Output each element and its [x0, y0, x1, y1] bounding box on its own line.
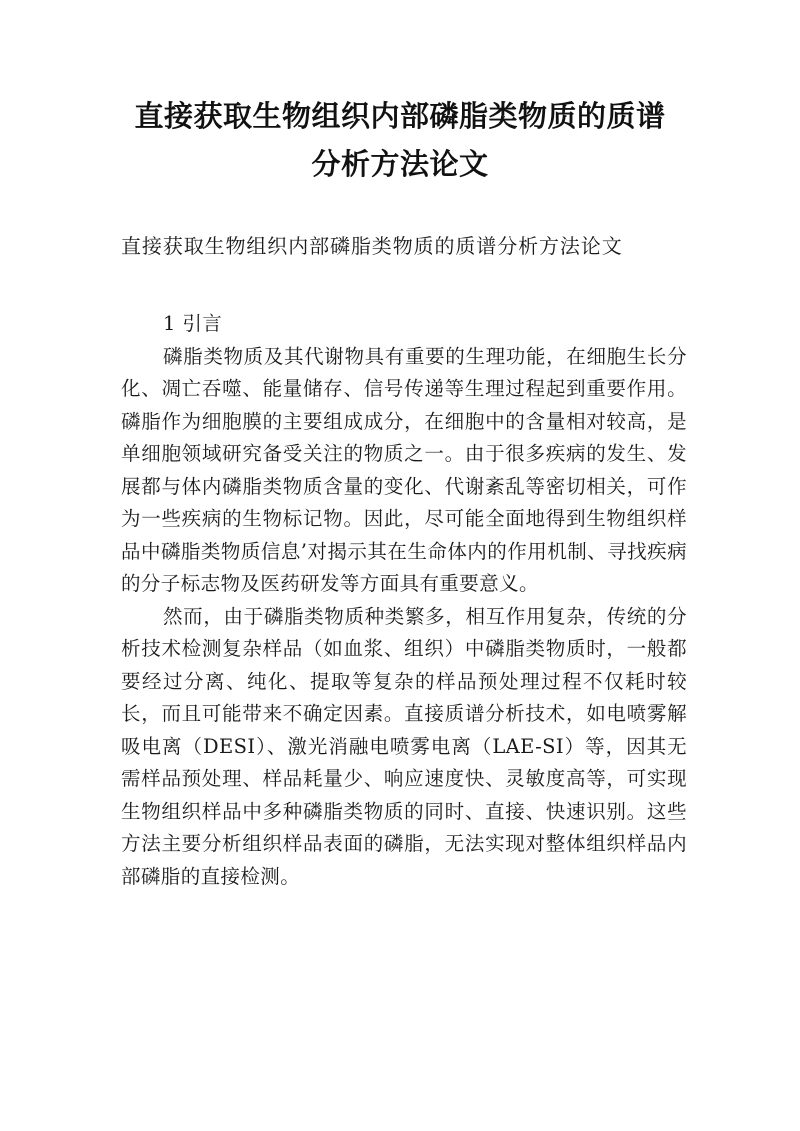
document-body [121, 308, 687, 893]
document-subtitle: 直接获取生物组织内部磷脂类物质的质谱分析方法论文 [121, 234, 623, 258]
document-title-line-2: 分析方法论文 [311, 147, 489, 181]
paragraph-2: 然而，由于磷脂类物质种类繁多，相互作用复杂，传统的分析技术检测复杂样品（如血浆、组织）中磷脂类物质时，一般都要经过分离、纯化、提取等复杂的样品预处理过程不仅耗时较长，而且可能带来不确定因素。直接质谱分析技术，如电喷雾解吸电离（DESI）、激光消融电喷雾电离（LAE-SI）等，因其无需样品预处理、样品耗量少、响应速度快、灵敏度高等，可实现生物组织样品中多种磷脂类物质的同时、直接、快速识别。这些方法主要分析组织样品表面的磷脂，无法实现对整体组织样品内部磷脂的直接检测。 [121, 604, 687, 888]
paragraph-1: 磷脂类物质及其代谢物具有重要的生理功能，在细胞生长分化、凋亡吞噬、能量储存、信号传递等生理过程起到重要作用。磷脂作为细胞膜的主要组成成分，在细胞中的含量相对较高，是单细胞领域研究备受关注的物质之一。由于很多疾病的发生、发展都与体内磷脂类物质含量的变化、代谢紊乱等密切相关，可作为一些疾病的生物标记物。因此，尽可能全面地得到生物组织样品中磷脂类物质信息’对揭示其在生命体内的作用机制、寻找疾病的分子标志物及医药研发等方面具有重要意义。 [121, 344, 687, 595]
document-title [100, 92, 700, 188]
section-heading: 1 引言 [163, 312, 223, 335]
document-title-line-1: 直接获取生物组织内部磷脂类物质的质谱 [134, 99, 666, 133]
